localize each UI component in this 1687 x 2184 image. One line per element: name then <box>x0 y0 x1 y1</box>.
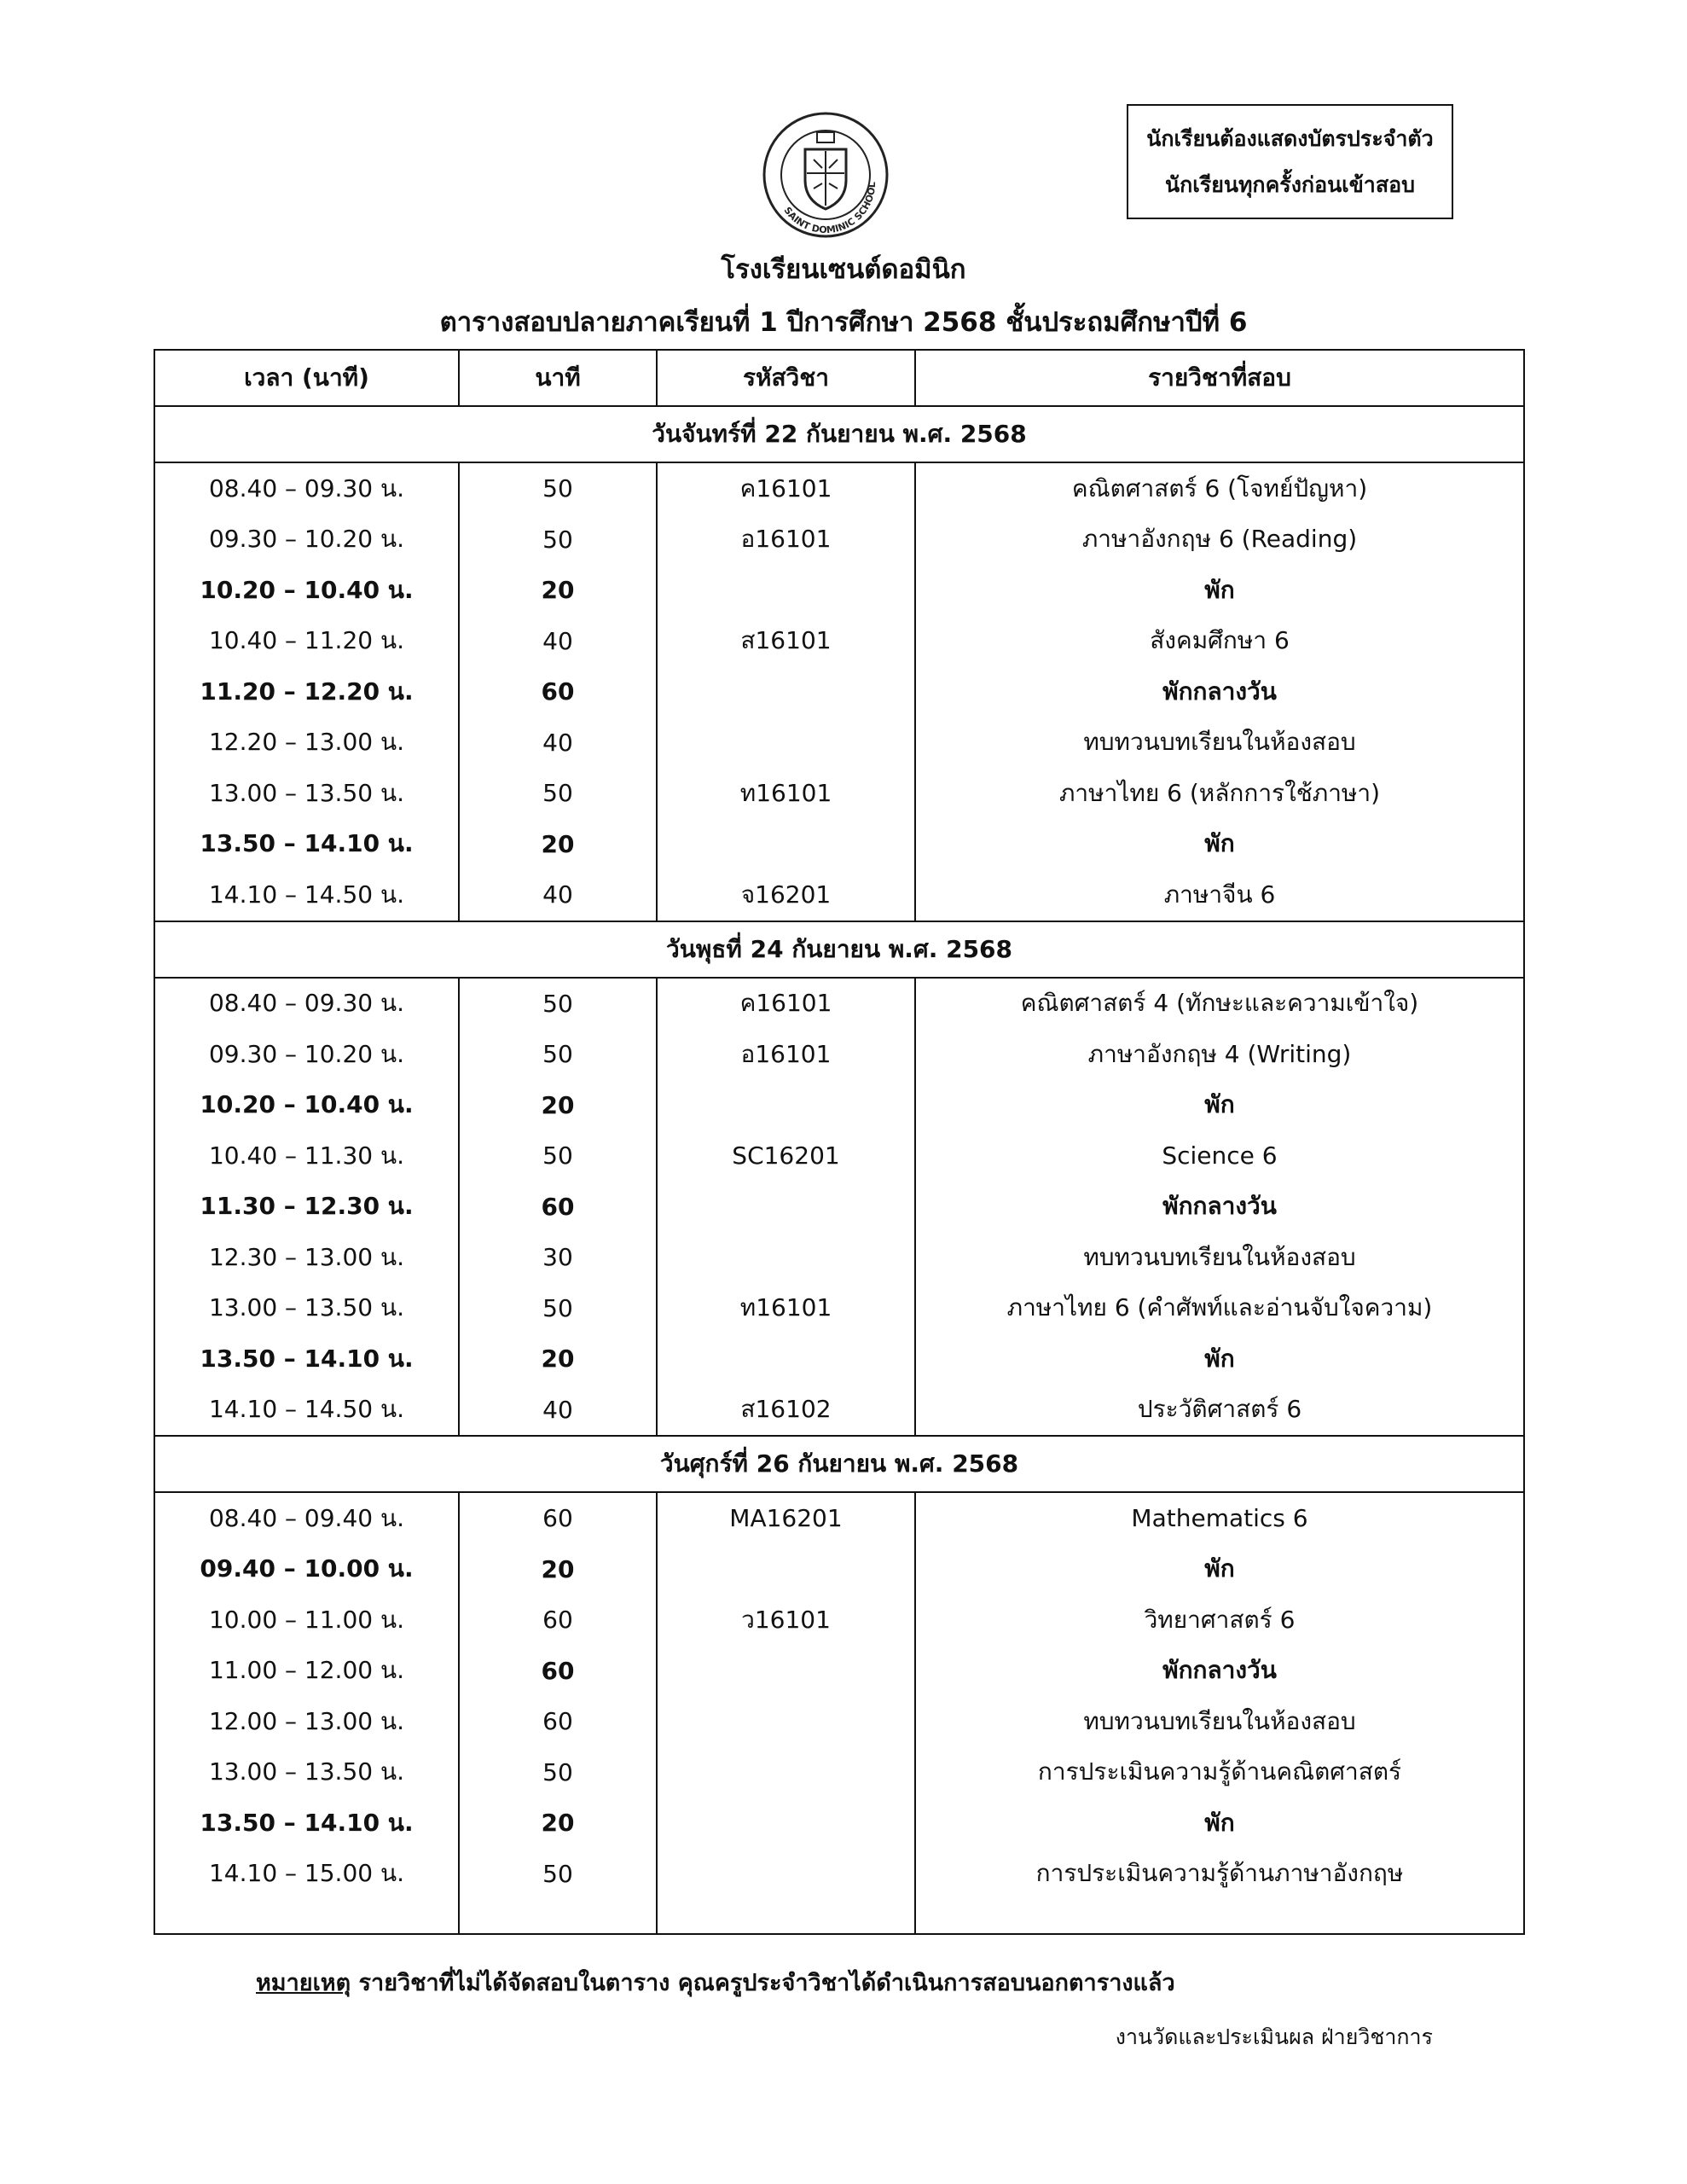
empty-cell <box>657 1899 915 1934</box>
footnote-text: รายวิชาที่ไม่ได้จัดสอบในตาราง คุณครูประจำวิชาได้ดำเนินการสอบนอกตารางแล้ว <box>351 1970 1175 1996</box>
exam-schedule-table <box>154 349 1525 1935</box>
time-cell: 11.30 – 12.30 น. <box>154 1182 459 1233</box>
time-cell: 12.20 – 13.00 น. <box>154 717 459 769</box>
minutes-cell: 40 <box>459 1385 657 1437</box>
time-cell: 12.00 – 13.00 น. <box>154 1696 459 1747</box>
time-cell: 09.30 – 10.20 น. <box>154 1029 459 1080</box>
minutes-cell: 20 <box>459 1080 657 1131</box>
footnote <box>256 1964 1175 2001</box>
table-row <box>154 462 1524 514</box>
id-card-notice <box>1127 104 1453 219</box>
minutes-cell: 40 <box>459 869 657 921</box>
code-cell <box>657 1849 915 1900</box>
time-cell: 12.30 – 13.00 น. <box>154 1232 459 1283</box>
empty-cell <box>915 1899 1524 1934</box>
code-cell <box>657 1696 915 1747</box>
header-code: รหัสวิชา <box>657 350 915 406</box>
code-cell: จ16201 <box>657 869 915 921</box>
code-cell: ค16101 <box>657 462 915 514</box>
day-header-row <box>154 1436 1524 1492</box>
header-subject: รายวิชาที่สอบ <box>915 350 1524 406</box>
table-row <box>154 819 1524 870</box>
code-cell: ท16101 <box>657 768 915 819</box>
subject-cell: พัก <box>915 1080 1524 1131</box>
time-cell: 13.50 – 14.10 น. <box>154 1333 459 1385</box>
code-cell: ท16101 <box>657 1283 915 1334</box>
time-cell: 09.40 – 10.00 น. <box>154 1544 459 1595</box>
time-cell: 14.10 – 14.50 น. <box>154 869 459 921</box>
time-cell: 14.10 – 14.50 น. <box>154 1385 459 1437</box>
minutes-cell: 60 <box>459 1594 657 1646</box>
minutes-cell: 50 <box>459 1849 657 1900</box>
table-row <box>154 1182 1524 1233</box>
subject-cell: การประเมินความรู้ด้านภาษาอังกฤษ <box>915 1849 1524 1900</box>
table-row <box>154 1849 1524 1900</box>
department-signature: งานวัดและประเมินผล ฝ่ายวิชาการ <box>1115 2024 1433 2049</box>
table-filler-row <box>154 1899 1524 1934</box>
time-cell: 09.30 – 10.20 น. <box>154 514 459 566</box>
subject-cell: ประวัติศาสตร์ 6 <box>915 1385 1524 1437</box>
table-row <box>154 1385 1524 1437</box>
time-cell: 10.20 – 10.40 น. <box>154 1080 459 1131</box>
subject-cell: ทบทวนบทเรียนในห้องสอบ <box>915 1232 1524 1283</box>
code-cell <box>657 1646 915 1697</box>
day-label: วันพุธที่ 24 กันยายน พ.ศ. 2568 <box>154 921 1524 978</box>
code-cell <box>657 1333 915 1385</box>
code-cell: ส16101 <box>657 616 915 667</box>
code-cell: SC16201 <box>657 1130 915 1182</box>
subject-cell: พัก <box>915 1798 1524 1849</box>
notice-line-2: นักเรียนทุกครั้งก่อนเข้าสอบ <box>1165 171 1415 197</box>
minutes-cell: 30 <box>459 1232 657 1283</box>
code-cell <box>657 1747 915 1798</box>
table-row <box>154 1080 1524 1131</box>
table-row <box>154 1747 1524 1798</box>
code-cell <box>657 1544 915 1595</box>
subject-cell: ภาษาไทย 6 (คำศัพท์และอ่านจับใจความ) <box>915 1283 1524 1334</box>
time-cell: 13.50 – 14.10 น. <box>154 819 459 870</box>
notice-line-1: นักเรียนต้องแสดงบัตรประจำตัว <box>1146 125 1434 151</box>
footnote-label: หมายเหตุ <box>256 1970 351 1996</box>
table-row <box>154 1594 1524 1646</box>
subject-cell: ภาษาอังกฤษ 4 (Writing) <box>915 1029 1524 1080</box>
code-cell <box>657 819 915 870</box>
minutes-cell: 50 <box>459 1029 657 1080</box>
minutes-cell: 60 <box>459 1492 657 1544</box>
table-row <box>154 1798 1524 1849</box>
table-row <box>154 1646 1524 1697</box>
minutes-cell: 20 <box>459 1798 657 1849</box>
subject-cell: วิทยาศาสตร์ 6 <box>915 1594 1524 1646</box>
code-cell: ค16101 <box>657 978 915 1030</box>
subject-cell: ภาษาไทย 6 (หลักการใช้ภาษา) <box>915 768 1524 819</box>
subject-cell: ภาษาอังกฤษ 6 (Reading) <box>915 514 1524 566</box>
subject-cell: คณิตศาสตร์ 6 (โจทย์ปัญหา) <box>915 462 1524 514</box>
day-header-row <box>154 921 1524 978</box>
time-cell: 13.00 – 13.50 น. <box>154 1283 459 1334</box>
table-row <box>154 1232 1524 1283</box>
day-header-row <box>154 406 1524 462</box>
subject-cell: สังคมศึกษา 6 <box>915 616 1524 667</box>
subject-cell: การประเมินความรู้ด้านคณิตศาสตร์ <box>915 1747 1524 1798</box>
code-cell: MA16201 <box>657 1492 915 1544</box>
code-cell <box>657 1232 915 1283</box>
subject-cell: คณิตศาสตร์ 4 (ทักษะและความเข้าใจ) <box>915 978 1524 1030</box>
header-time: เวลา (นาที) <box>154 350 459 406</box>
code-cell <box>657 666 915 717</box>
subject-cell: พัก <box>915 1544 1524 1595</box>
time-cell: 14.10 – 15.00 น. <box>154 1849 459 1900</box>
subject-cell: พักกลางวัน <box>915 666 1524 717</box>
school-name: โรงเรียนเซนต์ดอมินิก <box>721 254 966 285</box>
time-cell: 11.20 – 12.20 น. <box>154 666 459 717</box>
minutes-cell: 50 <box>459 514 657 566</box>
time-cell: 08.40 – 09.40 น. <box>154 1492 459 1544</box>
time-cell: 11.00 – 12.00 น. <box>154 1646 459 1697</box>
code-cell <box>657 717 915 769</box>
code-cell: อ16101 <box>657 1029 915 1080</box>
table-row <box>154 616 1524 667</box>
minutes-cell: 50 <box>459 768 657 819</box>
table-row <box>154 978 1524 1030</box>
table-row <box>154 1130 1524 1182</box>
time-cell: 10.40 – 11.20 น. <box>154 616 459 667</box>
crest-text: SAINT DOMINIC SCHOOL <box>781 181 878 236</box>
subject-cell: พักกลางวัน <box>915 1646 1524 1697</box>
minutes-cell: 50 <box>459 462 657 514</box>
table-row <box>154 768 1524 819</box>
minutes-cell: 60 <box>459 1182 657 1233</box>
minutes-cell: 60 <box>459 666 657 717</box>
minutes-cell: 50 <box>459 978 657 1030</box>
minutes-cell: 40 <box>459 616 657 667</box>
subject-cell: ภาษาจีน 6 <box>915 869 1524 921</box>
code-cell: ส16102 <box>657 1385 915 1437</box>
table-row <box>154 1283 1524 1334</box>
page-title: ตารางสอบปลายภาคเรียนที่ 1 ปีการศึกษา 2568 ชั้นประถมศึกษาปีที่ 6 <box>439 307 1248 338</box>
minutes-cell: 50 <box>459 1283 657 1334</box>
time-cell: 10.00 – 11.00 น. <box>154 1594 459 1646</box>
code-cell <box>657 565 915 616</box>
header-minutes: นาที <box>459 350 657 406</box>
subject-cell: พัก <box>915 565 1524 616</box>
time-cell: 08.40 – 09.30 น. <box>154 978 459 1030</box>
code-cell: ว16101 <box>657 1594 915 1646</box>
minutes-cell: 50 <box>459 1747 657 1798</box>
minutes-cell: 20 <box>459 1333 657 1385</box>
time-cell: 13.00 – 13.50 น. <box>154 1747 459 1798</box>
minutes-cell: 40 <box>459 717 657 769</box>
minutes-cell: 60 <box>459 1646 657 1697</box>
table-row <box>154 1492 1524 1544</box>
table-row <box>154 1333 1524 1385</box>
subject-cell: พัก <box>915 1333 1524 1385</box>
day-label: วันจันทร์ที่ 22 กันยายน พ.ศ. 2568 <box>154 406 1524 462</box>
subject-cell: พัก <box>915 819 1524 870</box>
subject-cell: ทบทวนบทเรียนในห้องสอบ <box>915 1696 1524 1747</box>
table-header-row <box>154 350 1524 406</box>
subject-cell: Science 6 <box>915 1130 1524 1182</box>
subject-cell: พักกลางวัน <box>915 1182 1524 1233</box>
empty-cell <box>154 1899 459 1934</box>
time-cell: 13.00 – 13.50 น. <box>154 768 459 819</box>
minutes-cell: 20 <box>459 819 657 870</box>
time-cell: 10.20 – 10.40 น. <box>154 565 459 616</box>
minutes-cell: 60 <box>459 1696 657 1747</box>
code-cell <box>657 1080 915 1131</box>
minutes-cell: 20 <box>459 565 657 616</box>
day-label: วันศุกร์ที่ 26 กันยายน พ.ศ. 2568 <box>154 1436 1524 1492</box>
minutes-cell: 20 <box>459 1544 657 1595</box>
code-cell <box>657 1798 915 1849</box>
code-cell <box>657 1182 915 1233</box>
subject-cell: Mathematics 6 <box>915 1492 1524 1544</box>
school-crest-icon <box>757 107 894 243</box>
subject-cell: ทบทวนบทเรียนในห้องสอบ <box>915 717 1524 769</box>
minutes-cell: 50 <box>459 1130 657 1182</box>
table-row <box>154 869 1524 921</box>
table-row <box>154 666 1524 717</box>
table-row <box>154 514 1524 566</box>
table-row <box>154 1696 1524 1747</box>
time-cell: 13.50 – 14.10 น. <box>154 1798 459 1849</box>
empty-cell <box>459 1899 657 1934</box>
time-cell: 08.40 – 09.30 น. <box>154 462 459 514</box>
table-row <box>154 1029 1524 1080</box>
time-cell: 10.40 – 11.30 น. <box>154 1130 459 1182</box>
table-row <box>154 1544 1524 1595</box>
table-row <box>154 717 1524 769</box>
code-cell: อ16101 <box>657 514 915 566</box>
table-row <box>154 565 1524 616</box>
